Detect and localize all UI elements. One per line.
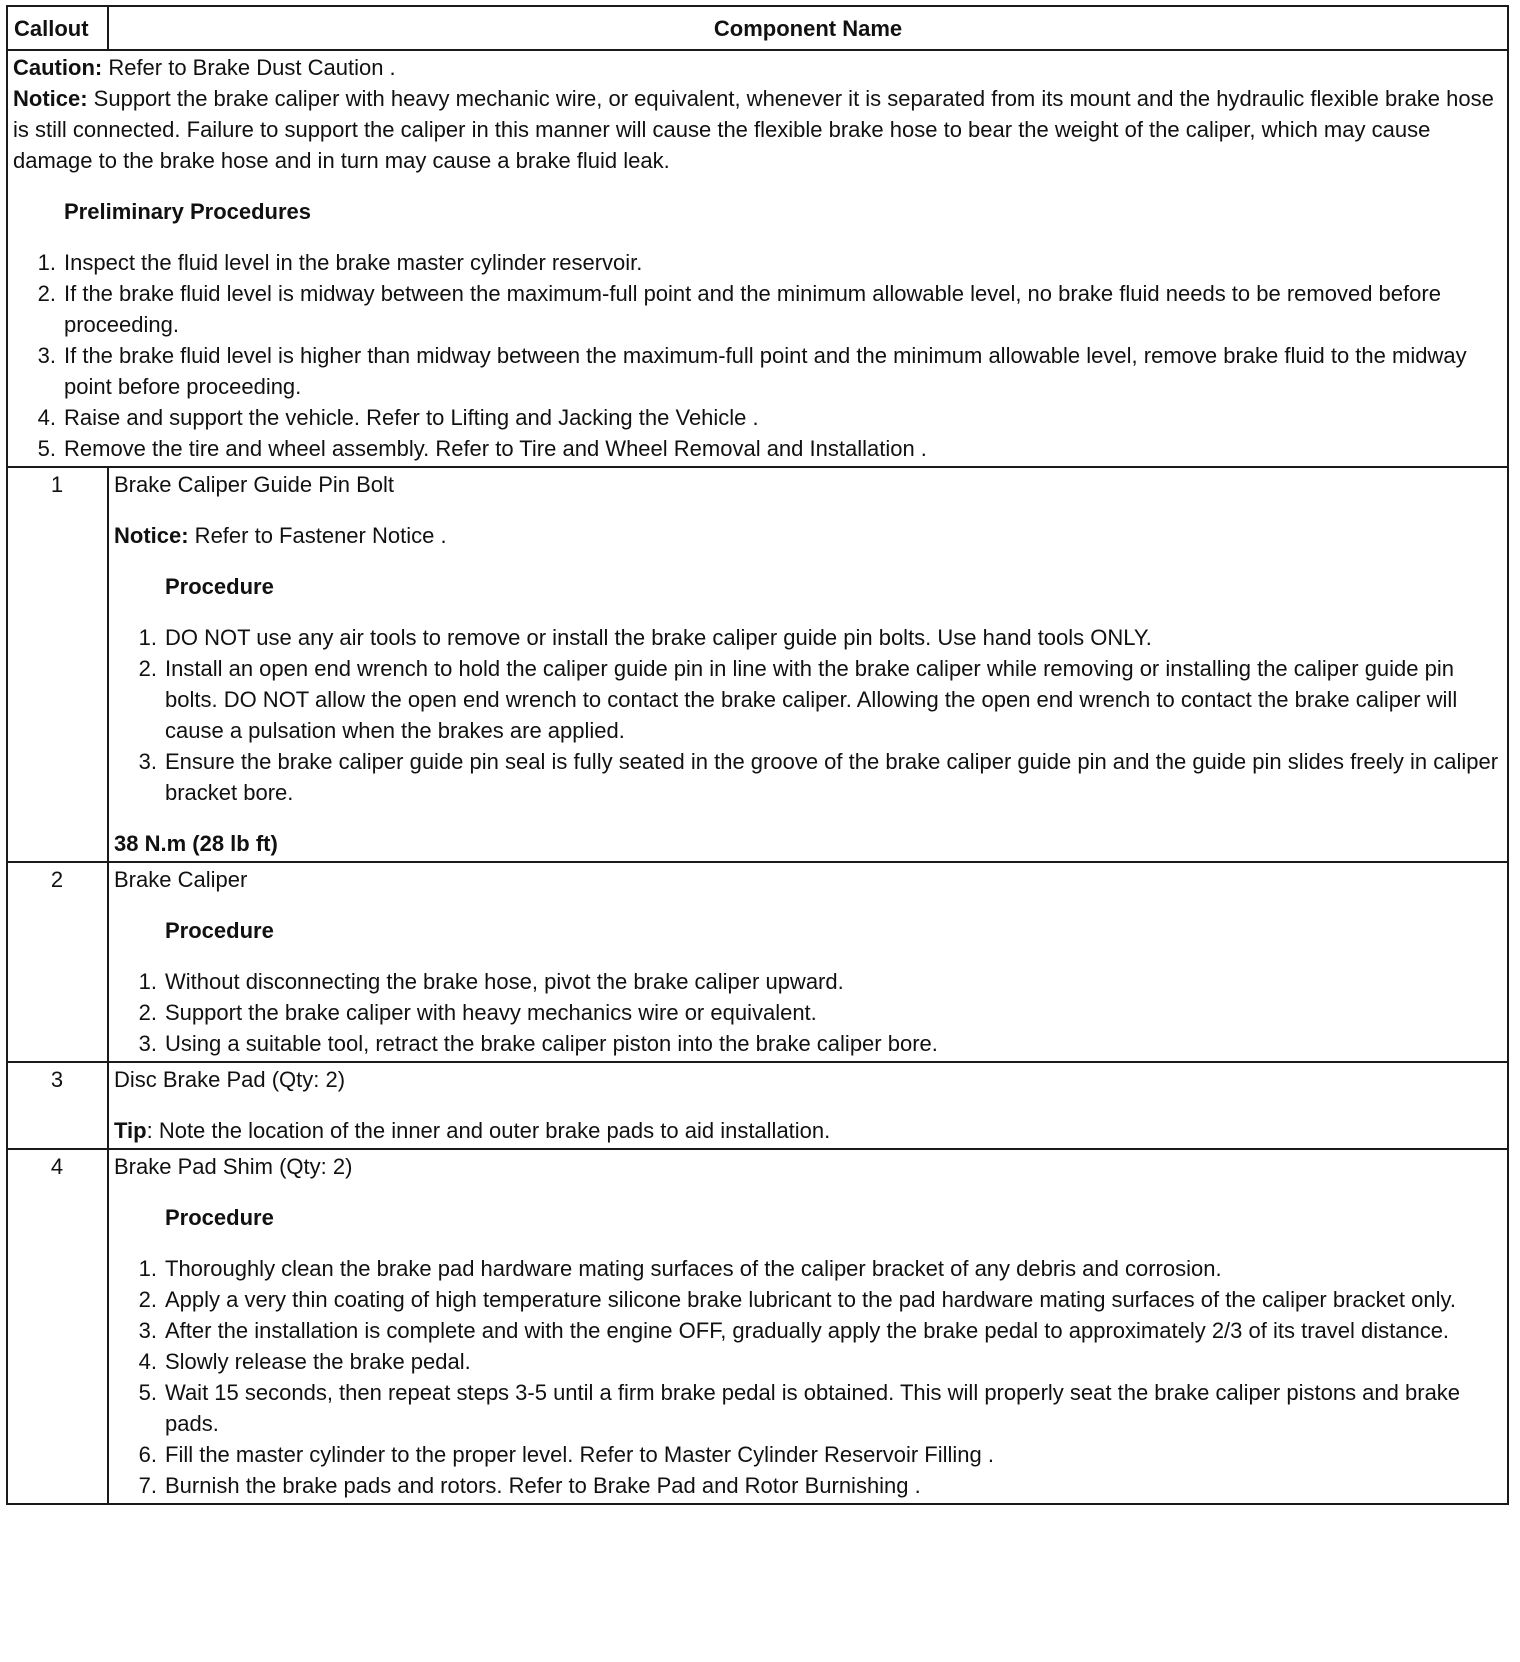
- table-header-row: [7, 6, 1508, 50]
- callout-number: 3: [7, 1062, 108, 1149]
- list-item: 1. DO NOT use any air tools to remove or install the brake caliper guide pin bolts. Use hand tools ONLY.: [138, 625, 1152, 650]
- procedure-title: Procedure: [165, 1205, 274, 1230]
- list-item: 7. Burnish the brake pads and rotors. Refer to Brake Pad and Rotor Burnishing .: [138, 1473, 921, 1498]
- component-name: Brake Caliper: [114, 867, 248, 892]
- list-item: 1. Without disconnecting the brake hose, pivot the brake caliper upward.: [138, 969, 844, 994]
- notice-text: Refer to Fastener Notice .: [188, 523, 447, 548]
- procedure-steps-list: [114, 622, 1501, 808]
- list-item: 2. Support the brake caliper with heavy mechanics wire or equivalent.: [138, 1000, 817, 1025]
- list-item: 3. After the installation is complete and with the engine OFF, gradually apply the brake pedal to approximately 2/3 of its travel distance.: [138, 1318, 1450, 1343]
- component-cell: [108, 862, 1508, 1062]
- callout-number: 1: [7, 467, 108, 862]
- preliminary-procedures-title: Preliminary Procedures: [64, 199, 312, 224]
- list-item: 5. Remove the tire and wheel assembly. Refer to Tire and Wheel Removal and Installation .: [37, 436, 927, 461]
- table-row: [7, 862, 1508, 1062]
- notice-label: Notice:: [13, 86, 88, 111]
- preliminary-steps-list: [13, 247, 1501, 464]
- component-name: Brake Pad Shim (Qty: 2): [114, 1154, 353, 1179]
- procedure-title: Procedure: [165, 918, 274, 943]
- component-name: Disc Brake Pad (Qty: 2): [114, 1067, 346, 1092]
- component-cell: [108, 467, 1508, 862]
- list-item: 3. Using a suitable tool, retract the brake caliper piston into the brake caliper bore.: [138, 1031, 938, 1056]
- list-item: 1. Inspect the fluid level in the brake master cylinder reservoir.: [37, 250, 643, 275]
- tip-label: Tip: [114, 1118, 147, 1143]
- callout-number: 4: [7, 1149, 108, 1504]
- notice-paragraph: [13, 83, 1501, 176]
- caution-text: Refer to Brake Dust Caution .: [102, 55, 396, 80]
- component-name-column-header: Component Name: [108, 6, 1508, 50]
- list-item: 2. Install an open end wrench to hold the caliper guide pin in line with the brake caliper while removing or installing the caliper guide pin bolts. DO NOT allow the open end wrench to contact the brake caliper. Allowing the open end wrench to contact the brake caliper will cause a pulsation when the brakes are applied.: [138, 656, 1458, 743]
- list-item: 4. Slowly release the brake pedal.: [138, 1349, 471, 1374]
- tip-text: : Note the location of the inner and outer brake pads to aid installation.: [146, 1118, 831, 1143]
- list-item: 5. Wait 15 seconds, then repeat steps 3-5 until a firm brake pedal is obtained. This will properly seat the brake caliper pistons and brake pads.: [138, 1380, 1461, 1436]
- list-item: 1. Thoroughly clean the brake pad hardware mating surfaces of the caliper bracket of any debris and corrosion.: [138, 1256, 1222, 1281]
- table-row: [7, 1062, 1508, 1149]
- list-item: 3. If the brake fluid level is higher than midway between the maximum-full point and the minimum allowable level, remove brake fluid to the midway point before proceeding.: [37, 343, 1467, 399]
- procedure-steps-list: [114, 1253, 1501, 1501]
- intro-row: [7, 50, 1508, 467]
- notice-text: Support the brake caliper with heavy mechanic wire, or equivalent, whenever it is separated from its mount and the hydraulic flexible brake hose is still connected. Failure to support the caliper in this manner will cause the flexible brake hose to bear the weight of the caliper, which may cause damage to the brake hose and in turn may cause a brake fluid leak.: [13, 86, 1494, 173]
- procedure-steps-list: [114, 966, 1501, 1059]
- list-item: 2. Apply a very thin coating of high temperature silicone brake lubricant to the pad hardware mating surfaces of the caliper bracket only.: [138, 1287, 1456, 1312]
- component-cell: [108, 1062, 1508, 1149]
- procedure-title: Procedure: [165, 574, 274, 599]
- caution-line: [13, 52, 1501, 83]
- list-item: 2. If the brake fluid level is midway between the maximum-full point and the minimum allowable level, no brake fluid needs to be removed before proceeding.: [37, 281, 1441, 337]
- table-row: [7, 1149, 1508, 1504]
- callout-column-header: Callout: [7, 6, 108, 50]
- procedure-table: [6, 5, 1509, 1505]
- component-cell: [108, 1149, 1508, 1504]
- component-name: Brake Caliper Guide Pin Bolt: [114, 472, 395, 497]
- tip-line: [114, 1115, 1501, 1146]
- list-item: 4. Raise and support the vehicle. Refer to Lifting and Jacking the Vehicle .: [37, 405, 759, 430]
- intro-cell: [7, 50, 1508, 467]
- list-item: 3. Ensure the brake caliper guide pin seal is fully seated in the groove of the brake caliper guide pin and the guide pin slides freely in caliper bracket bore.: [138, 749, 1499, 805]
- notice-line: [114, 520, 1501, 551]
- table-row: [7, 467, 1508, 862]
- notice-label: Notice:: [114, 523, 189, 548]
- list-item: 6. Fill the master cylinder to the proper level. Refer to Master Cylinder Reservoir Filling .: [138, 1442, 994, 1467]
- torque-spec: 38 N.m (28 lb ft): [114, 831, 278, 856]
- caution-label: Caution:: [13, 55, 103, 80]
- callout-number: 2: [7, 862, 108, 1062]
